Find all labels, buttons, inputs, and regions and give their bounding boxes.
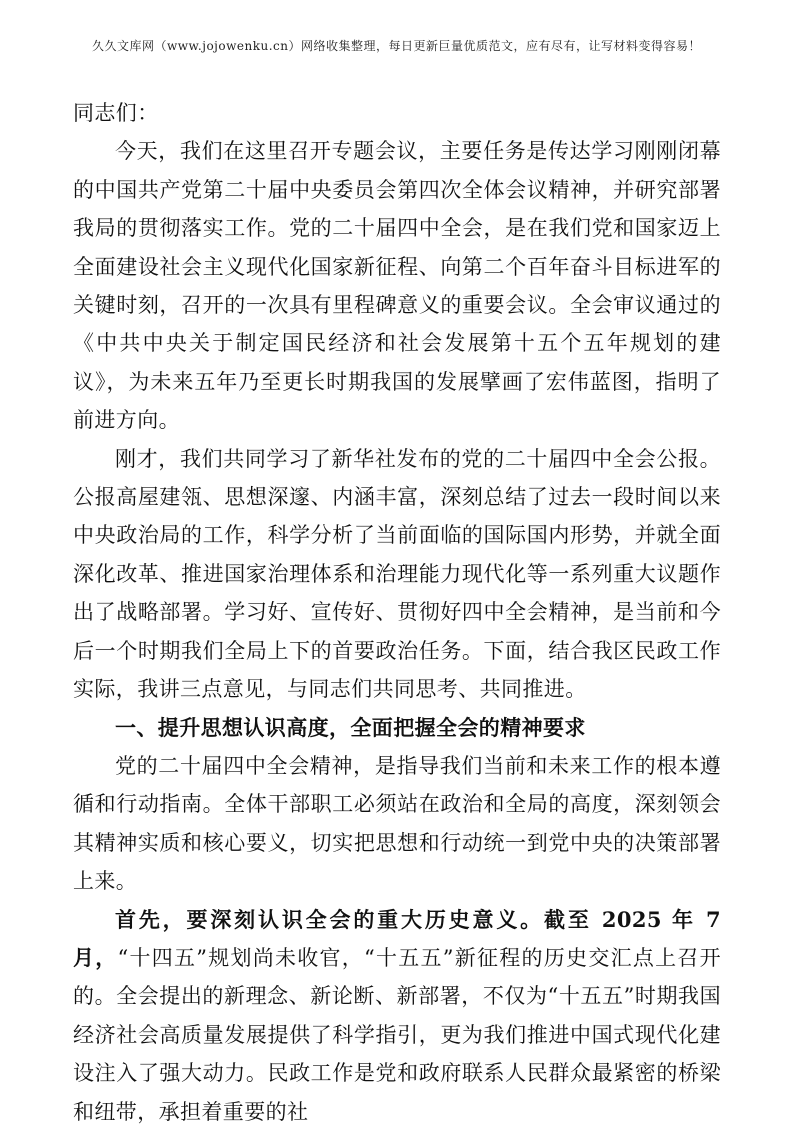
paragraph-lead-bold: 首先，要深刻认识全会的重大历史意义。截至 2025 年 7 月， xyxy=(73,906,721,970)
paragraph-opening: 今天，我们在这里召开专题会议，主要任务是传达学习刚刚闭幕的中国共产党第二十届中央委员会第四次全体会议精神，并研究部署我局的贯彻落实工作。党的二十届四中全会，是在我们党和国家迈上全面建设社会主义现代化国家新征程、向第二个百年奋斗目标进军的关键时刻，召开的一次具有里程碑意义的重要会议。全会审议通过的《中共中央关于制定国民经济和社会发展第十五个五年规划的建议》，为未来五年乃至更长时期我国的发展擘画了宏伟蓝图，指明了前进方向。 xyxy=(73,139,721,433)
greeting: 同志们： xyxy=(73,101,159,125)
speech-body xyxy=(73,94,721,1131)
paragraph-rest: “十四五”规划尚未收官，“十五五”新征程的历史交汇点上召开的。全会提出的新理念、新论断、新部署，不仅为“十五五”时期我国经济社会高质量发展提供了科学指引，更为我们推进中国式现代化建设注入了强大动力。民政工作是党和政府联系人民群众最紧密的桥梁和纽带，承担着重要的社 xyxy=(73,945,721,1124)
header-watermark-note: 久久文库网（www.jojowenku.cn）网络收集整理，每日更新巨量优质范文，应有尽有，让写材料变得容易！ xyxy=(92,39,701,53)
section-heading-1: 一、提升思想认识高度，全面把握全会的精神要求 xyxy=(115,714,586,740)
paragraph-historical-significance xyxy=(73,901,721,1131)
paragraph-communique: 刚才，我们共同学习了新华社发布的党的二十届四中全会公报。公报高屋建瓴、思想深邃、内涵丰富，深刻总结了过去一段时间以来中央政治局的工作，科学分析了当前面临的国际国内形势，并就全面深化改革、推进国家治理体系和治理能力现代化等一系列重大议题作出了战略部署。学习好、宣传好、贯彻好四中全会精神，是当前和今后一个时期我们全局上下的首要政治任务。下面，结合我区民政工作实际，我讲三点意见，与同志们共同思考、共同推进。 xyxy=(73,446,721,702)
paragraph-guidance: 党的二十届四中全会精神，是指导我们当前和未来工作的根本遵循和行动指南。全体干部职工必须站在政治和全局的高度，深刻领会其精神实质和核心要义，切实把思想和行动统一到党中央的决策部署上来。 xyxy=(73,753,721,894)
